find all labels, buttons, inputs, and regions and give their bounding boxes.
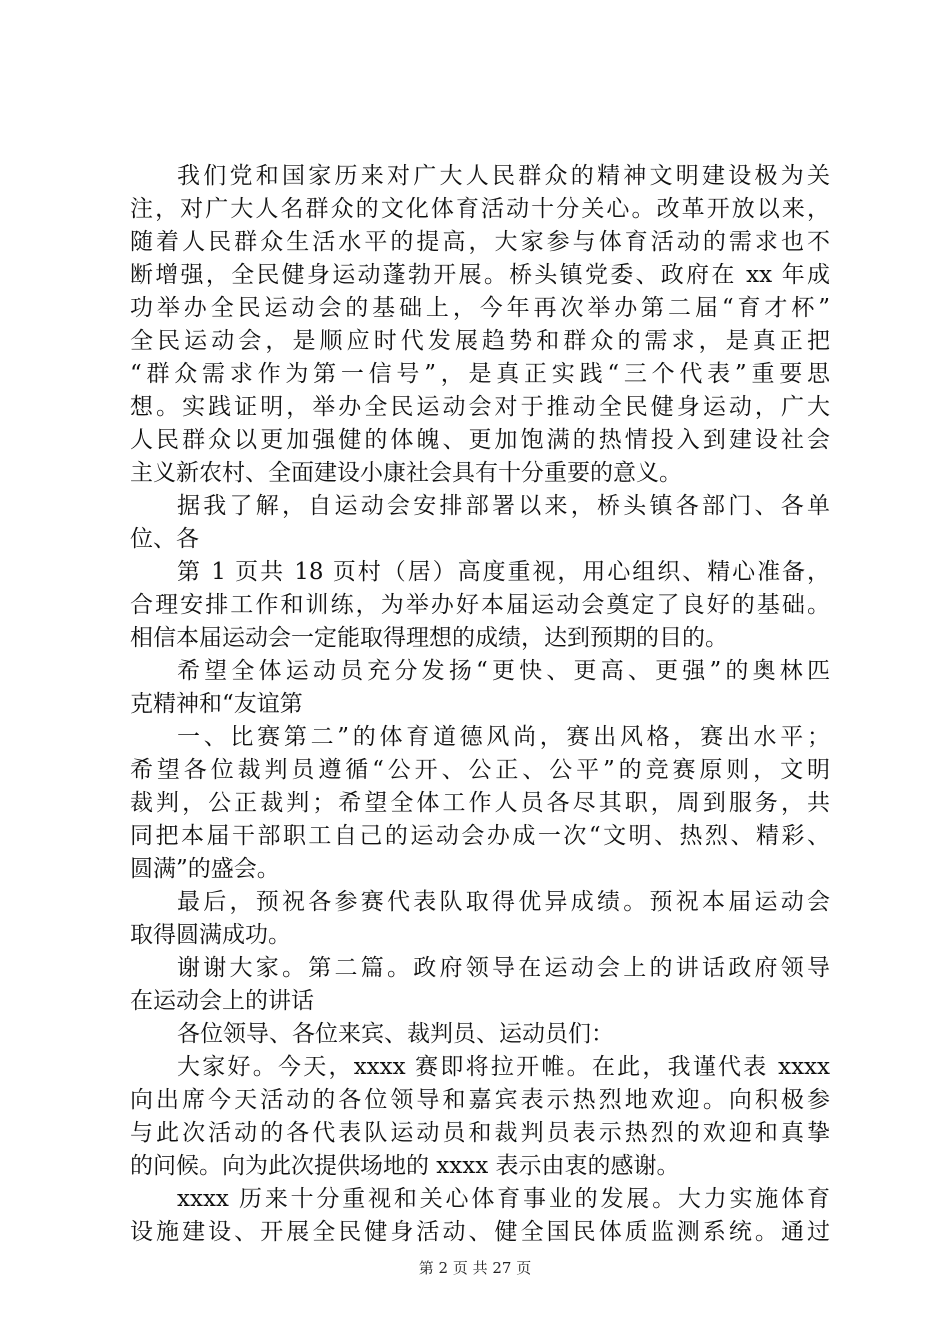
text-line: 各位领导、各位来宾、裁判员、运动员们：: [177, 1021, 614, 1047]
text-line: 据我了解，自运动会安排部署以来，桥头镇各部门、各单: [177, 493, 830, 519]
text-line: xxxx 历来十分重视和关心体育事业的发展。大力实施体育: [177, 1186, 830, 1212]
text-line: “群众需求作为第一信号”，是真正实践“三个代表”重要思: [130, 361, 830, 387]
text-line: 设施建设、开展全民健身活动、健全国民体质监测系统。通过: [130, 1219, 830, 1245]
text-line: 全民运动会，是顺应时代发展趋势和群众的需求，是真正把: [130, 328, 830, 354]
text-line: 在运动会上的讲话: [130, 988, 314, 1014]
text-line: 断增强，全民健身运动蓬勃开展。桥头镇党委、政府在 xx 年成: [130, 262, 830, 288]
text-line: 主义新农村、全面建设小康社会具有十分重要的意义。: [130, 460, 682, 486]
text-line: 谢谢大家。第二篇。政府领导在运动会上的讲话政府领导: [177, 955, 830, 981]
text-line: 圆满”的盛会。: [130, 856, 280, 882]
text-line: 我们党和国家历来对广大人民群众的精神文明建设极为关: [177, 163, 830, 189]
text-line: 第 1 页共 18 页村（居）高度重视，用心组织、精心准备，: [177, 559, 830, 585]
document-body: [130, 160, 830, 1249]
text-line: 取得圆满成功。: [130, 922, 291, 948]
text-line: 与此次活动的各代表队运动员和裁判员表示热烈的欢迎和真挚: [130, 1120, 830, 1146]
text-line: 人民群众以更加强健的体魄、更加饱满的热情投入到建设社会: [130, 427, 830, 453]
text-line: 一、比赛第二”的体育道德风尚，赛出风格，赛出水平；: [177, 724, 830, 750]
text-line: 克精神和“友谊第: [130, 691, 303, 717]
text-line: 功举办全民运动会的基础上，今年再次举办第二届“育才杯”: [130, 295, 830, 321]
text-line: 最后，预祝各参赛代表队取得优异成绩。预祝本届运动会: [177, 889, 830, 915]
text-line: 注，对广大人名群众的文化体育活动十分关心。改革开放以来，: [130, 196, 830, 222]
text-line: 希望全体运动员充分发扬“更快、更高、更强”的奥林匹: [177, 658, 830, 684]
text-line: 合理安排工作和训练，为举办好本届运动会奠定了良好的基础。: [130, 592, 830, 618]
page-footer: 第 2 页 共 27 页: [418, 1259, 532, 1277]
text-line: 位、各: [130, 526, 199, 552]
text-line: 向出席今天活动的各位领导和嘉宾表示热烈地欢迎。向积极参: [130, 1087, 830, 1113]
text-line: 大家好。今天，xxxx 赛即将拉开帷。在此，我谨代表 xxxx: [177, 1054, 830, 1080]
text-line: 想。实践证明，举办全民运动会对于推动全民健身运动，广大: [130, 394, 830, 420]
text-line: 裁判，公正裁判；希望全体工作人员各尽其职，周到服务，共: [130, 790, 830, 816]
text-line: 希望各位裁判员遵循“公开、公正、公平”的竞赛原则，文明: [130, 757, 830, 783]
text-line: 的问候。向为此次提供场地的 xxxx 表示由衷的感谢。: [130, 1153, 680, 1179]
text-line: 随着人民群众生活水平的提高，大家参与体育活动的需求也不: [130, 229, 830, 255]
text-line: 相信本届运动会一定能取得理想的成绩，达到预期的目的。: [130, 625, 728, 651]
text-line: 同把本届干部职工自己的运动会办成一次“文明、热烈、精彩、: [130, 823, 830, 849]
